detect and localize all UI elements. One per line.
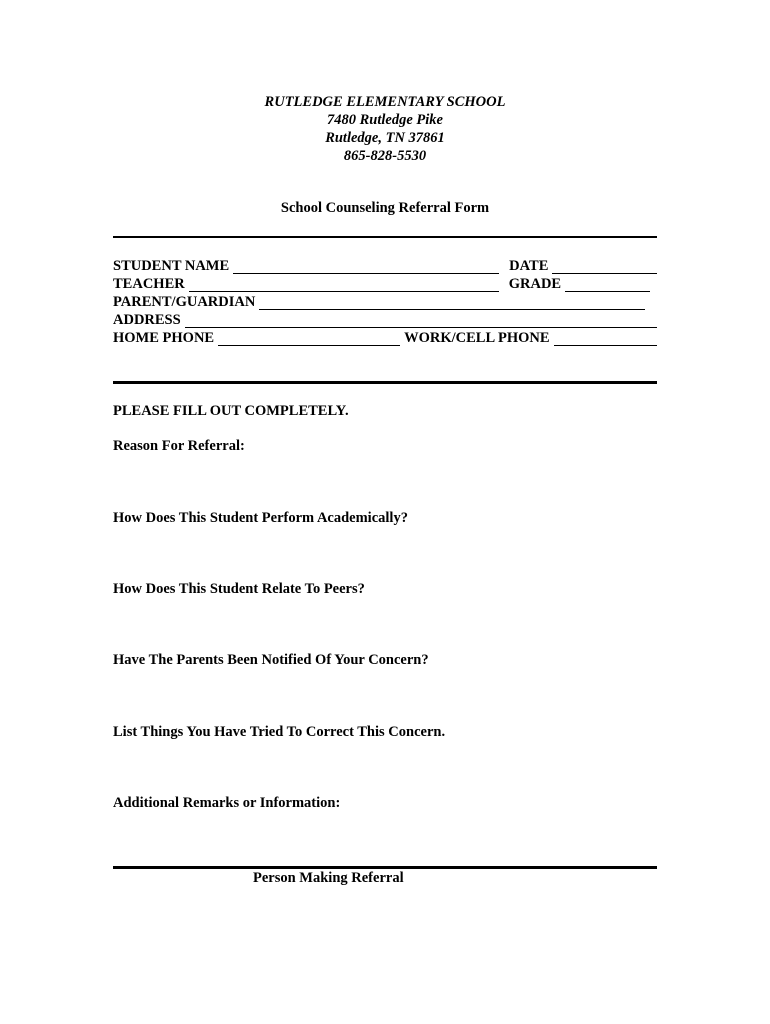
school-name: RUTLEDGE ELEMENTARY SCHOOL [264, 94, 506, 110]
parent-guardian-field[interactable] [259, 295, 645, 310]
student-name-label: STUDENT NAME [113, 258, 230, 274]
school-phone: 865-828-5530 [343, 148, 427, 164]
phone-row [113, 328, 657, 346]
instructions: PLEASE FILL OUT COMPLETELY. [113, 403, 349, 419]
question-reason: Reason For Referral: [113, 438, 245, 454]
work-cell-phone-label: WORK/CELL PHONE [404, 330, 550, 346]
teacher-field[interactable] [189, 277, 499, 292]
divider [113, 381, 657, 384]
school-header [0, 93, 770, 165]
home-phone-label: HOME PHONE [113, 330, 215, 346]
address-row [113, 310, 657, 328]
parent-row [113, 292, 657, 310]
address-label: ADDRESS [113, 312, 181, 328]
work-cell-phone-field[interactable] [554, 331, 657, 346]
grade-label: GRADE [508, 276, 562, 292]
signature-line[interactable] [113, 866, 657, 869]
question-parents-notified: Have The Parents Been Notified Of Your Concern? [113, 652, 429, 668]
date-field[interactable] [552, 259, 657, 274]
question-tried: List Things You Have Tried To Correct This Concern. [113, 724, 446, 740]
signature-label: Person Making Referral [253, 870, 404, 886]
question-remarks: Additional Remarks or Information: [113, 795, 341, 811]
student-name-field[interactable] [233, 259, 499, 274]
question-peers: How Does This Student Relate To Peers? [113, 581, 365, 597]
school-street: 7480 Rutledge Pike [327, 112, 443, 128]
form-title: School Counseling Referral Form [280, 200, 490, 216]
date-label: DATE [509, 258, 549, 274]
home-phone-field[interactable] [218, 331, 400, 346]
parent-guardian-label: PARENT/GUARDIAN [113, 294, 256, 310]
address-field[interactable] [185, 313, 657, 328]
school-city: Rutledge, TN 37861 [325, 130, 445, 146]
question-academic: How Does This Student Perform Academically? [113, 510, 408, 526]
teacher-grade-row [113, 274, 657, 292]
grade-field[interactable] [565, 277, 650, 292]
divider [113, 236, 657, 238]
teacher-label: TEACHER [113, 276, 185, 292]
student-date-row [113, 256, 657, 274]
